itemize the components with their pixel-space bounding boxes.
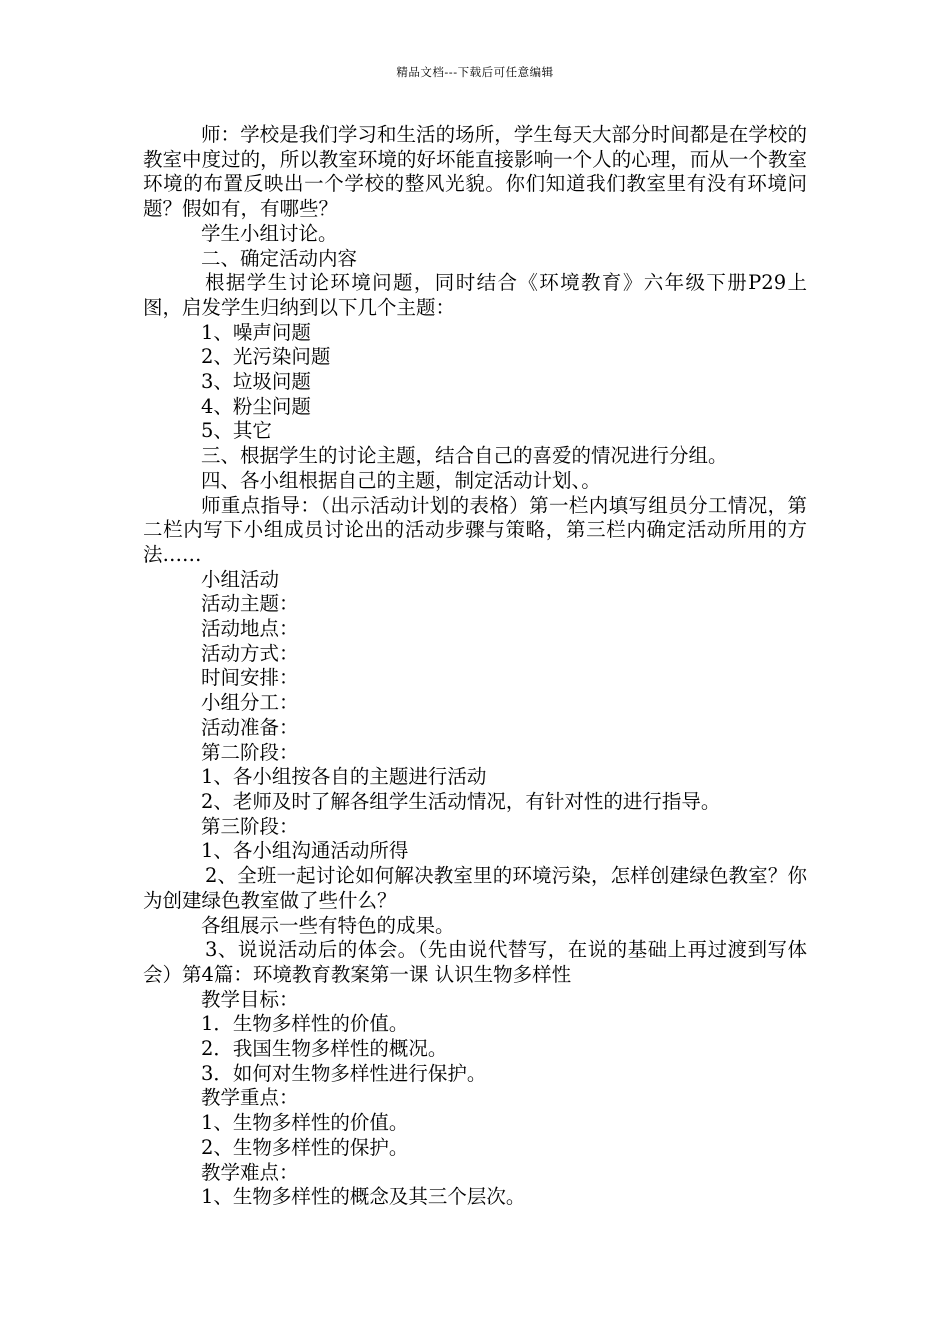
form-label: 时间安排： [201,666,299,690]
list-item: 1．生物多样性的价值。 [201,1012,409,1036]
form-label: 活动地点： [201,617,299,641]
list-item: 2、全班一起讨论如何解决教室里的环境污染，怎样创建绿色教室？你为创建绿色教室做了些什么？ [143,864,807,912]
paragraph: 各组展示一些有特色的成果。 [201,913,455,937]
section-heading: 二、确定活动内容 [201,246,358,270]
section-heading: 四、各小组根据自己的主题，制定活动计划、。 [201,468,601,492]
list-item: 1、生物多样性的价值。 [201,1111,409,1135]
section-heading: 第二阶段： [201,740,299,764]
form-label: 小组分工： [201,691,299,715]
list-item: 4、粉尘问题 [201,394,311,418]
paragraph: 学生小组讨论。 [201,221,338,245]
list-item: 2．我国生物多样性的概况。 [201,1037,448,1061]
list-item: 3、垃圾问题 [201,370,311,394]
form-label: 活动方式： [201,641,299,665]
form-label: 小组活动 [201,567,280,591]
section-heading: 三、根据学生的讨论主题，结合自己的喜爱的情况进行分组。 [201,444,728,468]
section-heading: 教学目标： [201,987,299,1011]
list-item: 3．如何对生物多样性进行保护。 [201,1061,487,1085]
list-item: 5、其它 [201,419,272,443]
paragraph: 师重点指导：（出示活动计划的表格）第一栏内填写组员分工情况，第二栏内写下小组成员讨论出的活动步骤与策略，第三栏内确定活动所用的方法…… [143,493,807,566]
list-item: 1、生物多样性的概念及其三个层次。 [201,1185,526,1209]
list-item: 1、各小组按各自的主题进行活动 [201,765,487,789]
document-body [143,123,807,1210]
paragraph: 师：学校是我们学习和生活的场所，学生每天大部分时间都是在学校的教室中度过的，所以教室环境的好坏能直接影响一个人的心理，而从一个教室环境的布置反映出一个学校的整风光貌。你们知道我们教室里有没有环境问题？假如有，有哪些？ [143,123,807,221]
list-item: 2、光污染问题 [201,345,331,369]
form-label: 活动准备： [201,715,299,739]
list-item: 1、各小组沟通活动所得 [201,839,409,863]
list-item: 1、噪声问题 [201,320,311,344]
list-item: 2、生物多样性的保护。 [201,1135,409,1159]
section-heading: 第三阶段： [201,814,299,838]
paragraph: 根据学生讨论环境问题，同时结合《环境教育》六年级下册P29上图，启发学生归纳到以下几个主题： [143,271,807,319]
section-heading: 教学重点： [201,1086,299,1110]
page-header: 精品文档---下载后可任意编辑 [396,65,554,79]
list-item: 2、老师及时了解各组学生活动情况，有针对性的进行指导。 [201,789,721,813]
section-heading: 教学难点： [201,1160,299,1184]
list-item: 3、说说活动后的体会。（先由说代替写，在说的基础上再过渡到写体会）第4篇：环境教育教案第一课 认识生物多样性 [143,938,807,986]
form-label: 活动主题： [201,592,299,616]
